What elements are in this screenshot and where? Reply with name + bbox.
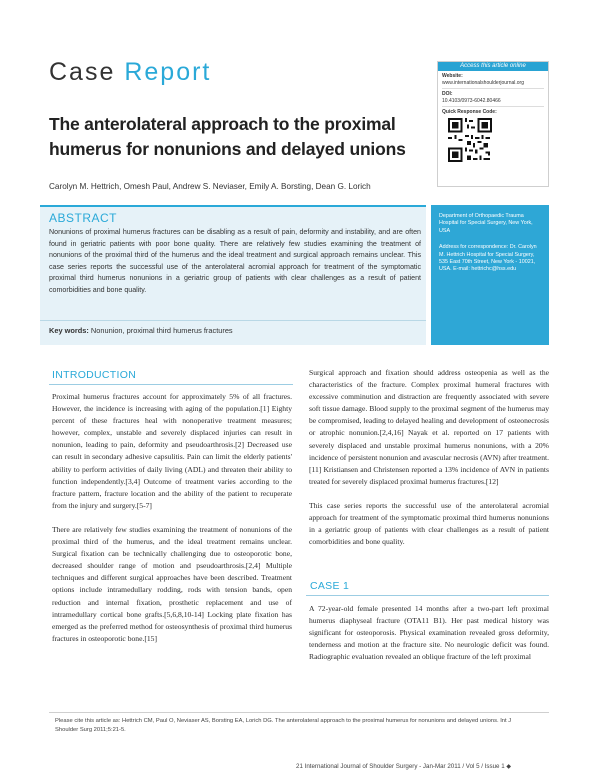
access-online-box	[437, 61, 549, 187]
case1-paragraph-1: A 72-year-old female presented 14 months after a two-part left proximal humerus diaphyseal fracture (OTA11 B1). Her past medical history was significant for osteoporosis. Physical examination revealed gross deformity, tenderness and motion at the fracture site. No neurologic deficit was found. Radiographic evaluation revealed an oblique fracture of the left proximal	[309, 604, 549, 662]
introduction-heading: INTRODUCTION	[52, 369, 137, 381]
right-paragraph-2: This case series reports the successful use of the anterolateral acromial approach for treatment of the symptomatic proximal third humerus nonunions in a geriatric group of patients with clear challenges as a result of patient comorbidities and bone quality.	[309, 500, 549, 547]
citation-divider	[49, 712, 549, 713]
website-label: Website:	[442, 73, 463, 79]
article-title: The anterolateral approach to the proximal humerus for nonunions and delayed unions	[49, 114, 406, 159]
abstract-heading: ABSTRACT	[49, 211, 118, 225]
right-paragraph-1: Surgical approach and fixation should address osteopenia as well as the characteristics of the fracture. Complex proximal humeral fractures with excessive comminution and distraction are frequently associated with severe soft tissue damage. Blood supply to the proximal segment of the humerus may be compromised, leading to delayed healing and development of osteonecrosis or atrophic nonunion.[2,4,16] Nayak et al. reported on 17 patients with severely displaced and unstable proximal humerus nonunions, with a 20% incidence of persistent nonunion and avascular necrosis (AVN) after treatment.[11] Kristiansen and Christensen reported a 13% incidence of AVN in patients treated for severely displaced proximal humerus fractures.[12]	[309, 368, 549, 486]
article-type-case: Case	[49, 58, 116, 86]
citation-note: Please cite this article as: Hettrich CM, Paul O, Neviaser AS, Borsting EA, Lorich DG. The anterolateral approach to the proximal humerus for nonunions and delayed unions. Int J Shoulder Surg 2011;5:21-5.	[55, 718, 512, 733]
correspondence-address: Address for correspondence: Dr. Carolyn M. Hettrich Hospital for Special Surgery, 535 East 70th Street, New York - 10021, USA. E-mail: hettrichc@hss.edu	[439, 244, 537, 273]
case1-heading: CASE 1	[310, 580, 350, 592]
article-type-report: Report	[124, 58, 212, 86]
article-type-heading	[49, 58, 211, 87]
author-list: Carolyn M. Hettrich, Omesh Paul, Andrew S. Neviaser, Emily A. Borsting, Dean G. Lorich	[49, 182, 371, 191]
left-column	[52, 391, 292, 645]
website-link[interactable]: www.internationalshoulderjournal.org	[442, 79, 524, 86]
keywords	[49, 326, 233, 335]
case1-column	[309, 603, 549, 663]
intro-paragraph-1: Proximal humerus fractures account for approximately 5% of all fractures. However, the incidence is increasing with aging of the population.[1] Eighty percent of these fractures heal with nonoperative treatment measures; however, complex, unstable and severely displaced injuries can result in nonunion, leading to pain, deformity and pseudoarthrosis.[2] Decreased use can result in secondary adhesive capsulitis. Pain can limit the elderly patients' ability to perform activities of daily living (ADL) and threaten their ability to function independently.[3,4] Outcome of treatment varies according to the fracture pattern, fracture location and the ability of the patient to recuperate from the injury and surgery.[5-7]	[52, 392, 292, 510]
affiliation-department: Department of Orthopaedic Trauma Hospital for Special Surgery, New York, USA	[439, 213, 533, 234]
qr-code-icon	[448, 118, 492, 162]
doi-label: DOI:	[442, 91, 453, 97]
keywords-label: Key words:	[49, 326, 89, 335]
introduction-divider	[49, 384, 293, 385]
right-column	[309, 367, 549, 548]
keywords-divider	[40, 320, 426, 321]
qr-label: Quick Response Code:	[442, 109, 497, 115]
abstract-text: Nonunions of proximal humerus fractures can be disabling as a result of pain, deformity and instability, and are often found in geriatric patients with poor bone quality. There are relatively few studies examining the treatment of nonunions of the proximal third of the humerus and the ideal treatment and surgical approach remains unclear. This case series reports the successful use of the anterolateral acromial approach for treatment of the symptomatic proximal third humerus nonunions in a geriatric group of patients with clear challenges as a result of patient comorbidities and bone quality.	[49, 228, 421, 294]
intro-paragraph-2: There are relatively few studies examining the treatment of nonunions of the proximal third of the humerus, and the ideal treatment remains unclear. Surgical fixation can be technically challenging due to osteoporotic bone, decreased shoulder range of motion and pseudoarthrosis.[2,4] Multiple techniques and different surgical approaches have been described. Treatment options include intramedullary rodding, rods with tension bands, open reduction and internal fixation, prosthetic replacement and use of intramedullary cortical bone grafts.[5,6,8,10-14] Locking plate fixation has emerged as the preferred method for osteosynthesis of proximal third humerus fractures in osteoporotic bone.[15]	[52, 524, 292, 643]
doi-link[interactable]: 10.4103/0973-6042.80466	[442, 97, 501, 104]
case1-divider	[306, 595, 549, 596]
access-heading: Access this article online	[438, 62, 548, 71]
affiliation-panel	[431, 205, 549, 345]
page-footer: 21 International Journal of Shoulder Surgery - Jan-Mar 2011 / Vol 5 / Issue 1 ◆	[296, 763, 512, 770]
keywords-value: Nonunion, proximal third humerus fractures	[90, 326, 233, 335]
